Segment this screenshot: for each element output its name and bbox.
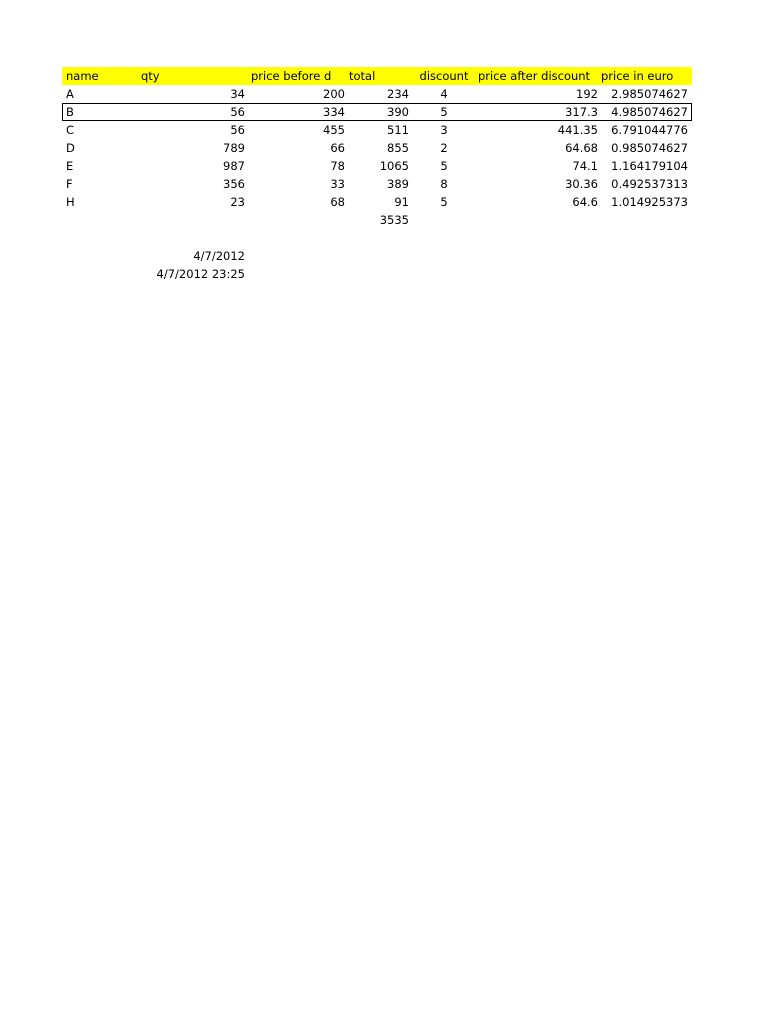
header-cell-qty[interactable]: qty — [141, 69, 160, 83]
header-cell-price-in-euro[interactable]: price in euro — [601, 69, 674, 83]
cell-price-in-euro[interactable]: 1.164179104 — [611, 159, 688, 173]
cell-price-in-euro[interactable]: 1.014925373 — [611, 195, 688, 209]
cell-date[interactable]: 4/7/2012 — [193, 249, 245, 263]
header-cell-price-before-discount[interactable]: price before d — [251, 69, 332, 83]
cell-qty[interactable]: 356 — [223, 177, 245, 191]
cell-price-before-discount[interactable]: 455 — [323, 123, 345, 137]
cell-price-before-discount[interactable]: 66 — [330, 141, 345, 155]
cell-discount[interactable]: 5 — [440, 159, 448, 173]
cell-price-after-discount[interactable]: 30.36 — [565, 177, 598, 191]
cell-price-after-discount[interactable]: 317.3 — [565, 105, 598, 119]
date-row — [62, 247, 692, 265]
cell-discount[interactable]: 8 — [440, 177, 448, 191]
cell-qty[interactable]: 789 — [223, 141, 245, 155]
cell-price-after-discount[interactable]: 74.1 — [572, 159, 598, 173]
table-row — [62, 85, 692, 103]
cell-discount[interactable]: 3 — [440, 123, 448, 137]
cell-name[interactable]: B — [66, 105, 74, 119]
cell-price-after-discount[interactable]: 192 — [576, 87, 598, 101]
cell-qty[interactable]: 56 — [230, 105, 245, 119]
table-row-selected[interactable] — [62, 103, 692, 121]
header-cell-price-after-discount[interactable]: price after discount — [478, 69, 591, 83]
table-row — [62, 139, 692, 157]
cell-total[interactable]: 390 — [387, 105, 409, 119]
table-row — [62, 193, 692, 211]
cell-discount[interactable]: 5 — [440, 105, 448, 119]
cell-total[interactable]: 234 — [387, 87, 409, 101]
cell-discount[interactable]: 2 — [440, 141, 448, 155]
header-cell-name[interactable]: name — [66, 69, 99, 83]
table-row — [62, 175, 692, 193]
cell-name[interactable]: F — [66, 177, 73, 191]
sum-row — [62, 211, 692, 229]
header-row — [62, 67, 692, 85]
cell-price-before-discount[interactable]: 68 — [330, 195, 345, 209]
cell-name[interactable]: A — [66, 87, 74, 101]
cell-datetime[interactable]: 4/7/2012 23:25 — [156, 267, 245, 281]
cell-name[interactable]: C — [66, 123, 75, 137]
cell-price-in-euro[interactable]: 0.985074627 — [611, 141, 688, 155]
empty-row — [62, 229, 692, 247]
cell-name[interactable]: H — [66, 195, 75, 209]
datetime-row — [62, 265, 692, 283]
header-cell-total[interactable]: total — [349, 69, 376, 83]
cell-price-before-discount[interactable]: 33 — [330, 177, 345, 191]
cell-qty[interactable]: 56 — [230, 123, 245, 137]
cell-name[interactable]: D — [66, 141, 75, 155]
cell-price-after-discount[interactable]: 64.68 — [565, 141, 598, 155]
cell-price-in-euro[interactable]: 4.985074627 — [611, 105, 688, 119]
cell-price-in-euro[interactable]: 2.985074627 — [611, 87, 688, 101]
table-row — [62, 157, 692, 175]
cell-total[interactable]: 855 — [387, 141, 409, 155]
cell-price-in-euro[interactable]: 0.492537313 — [611, 177, 688, 191]
cell-total[interactable]: 389 — [387, 177, 409, 191]
cell-name[interactable]: E — [66, 159, 74, 173]
table-row — [62, 121, 692, 139]
cell-total-sum[interactable]: 3535 — [379, 213, 409, 227]
cell-price-after-discount[interactable]: 64.6 — [572, 195, 598, 209]
cell-qty[interactable]: 23 — [230, 195, 245, 209]
cell-total[interactable]: 511 — [387, 123, 409, 137]
cell-total[interactable]: 1065 — [379, 159, 409, 173]
cell-price-after-discount[interactable]: 441.35 — [557, 123, 598, 137]
cell-price-in-euro[interactable]: 6.791044776 — [611, 123, 688, 137]
cell-discount[interactable]: 5 — [440, 195, 448, 209]
spreadsheet — [62, 67, 692, 283]
cell-qty[interactable]: 987 — [223, 159, 245, 173]
cell-price-before-discount[interactable]: 334 — [323, 105, 345, 119]
cell-total[interactable]: 91 — [394, 195, 409, 209]
cell-price-before-discount[interactable]: 78 — [330, 159, 345, 173]
cell-discount[interactable]: 4 — [440, 87, 448, 101]
cell-qty[interactable]: 34 — [230, 87, 245, 101]
header-cell-discount[interactable]: discount — [419, 69, 469, 83]
cell-price-before-discount[interactable]: 200 — [323, 87, 345, 101]
